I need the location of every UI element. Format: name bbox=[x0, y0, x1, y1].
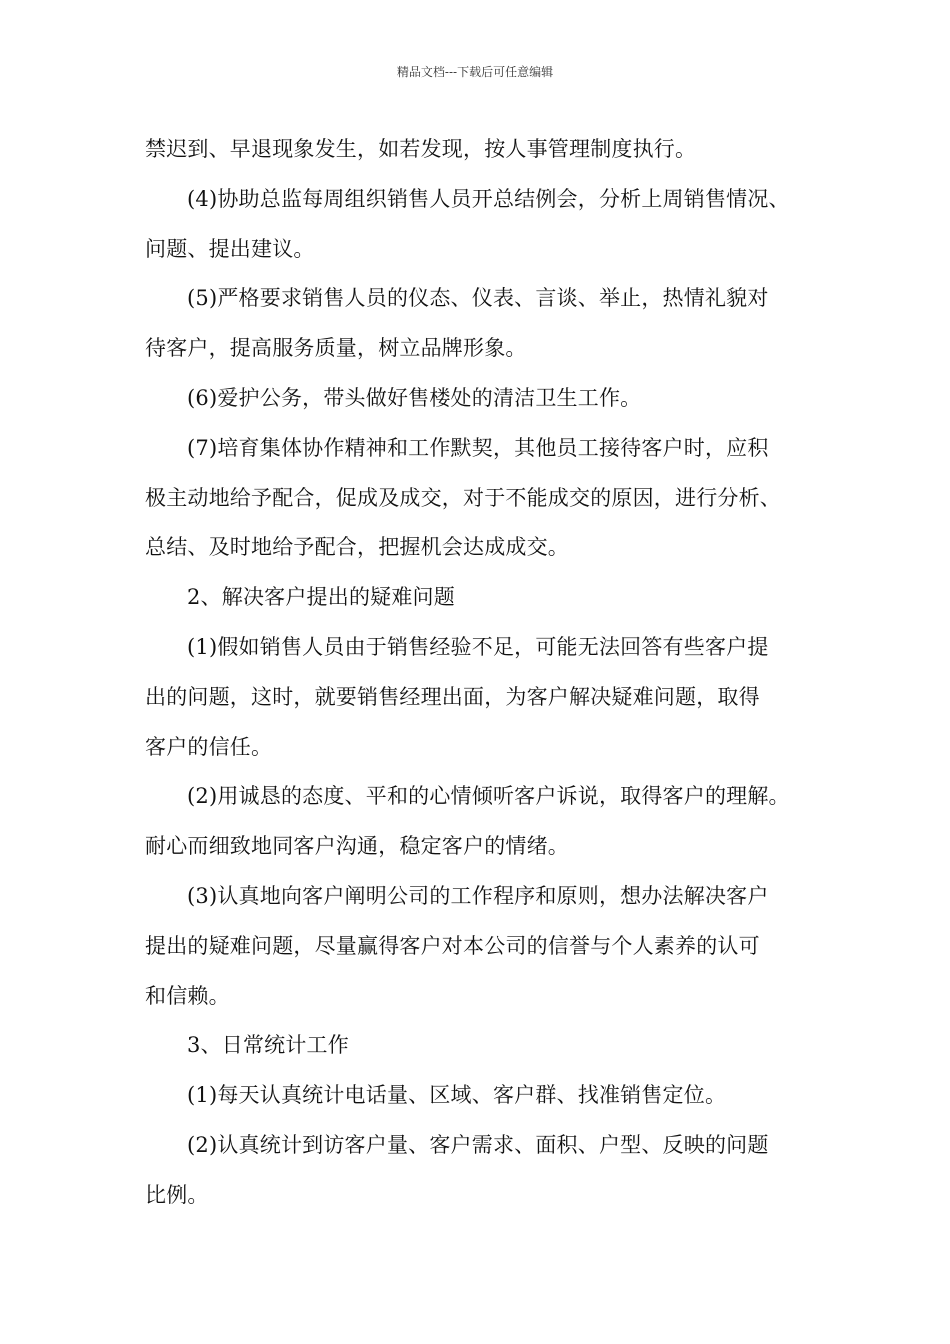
text-line: 客户的信任。 bbox=[145, 734, 273, 759]
text-line: 和信赖。 bbox=[145, 983, 230, 1008]
text-line: 问题、提出建议。 bbox=[145, 236, 315, 261]
text-line: 出的问题，这时，就要销售经理出面，为客户解决疑难问题，取得 bbox=[145, 684, 760, 709]
text-line: 提出的疑难问题，尽量赢得客户对本公司的信誉与个人素养的认可 bbox=[145, 933, 760, 958]
document-body bbox=[145, 125, 825, 1221]
text-line: (1)假如销售人员由于销售经验不足，可能无法回答有些客户提 bbox=[187, 634, 769, 659]
text-line: 总结、及时地给予配合，把握机会达成成交。 bbox=[145, 535, 569, 560]
text-line: (1)每天认真统计电话量、区域、客户群、找准销售定位。 bbox=[187, 1083, 727, 1108]
text-line: 待客户，提高服务质量，树立品牌形象。 bbox=[145, 336, 527, 361]
text-line: (7)培育集体协作精神和工作默契，其他员工接待客户时，应积 bbox=[187, 435, 769, 460]
text-line: 耐心而细致地同客户沟通，稳定客户的情绪。 bbox=[145, 834, 569, 859]
text-line: (4)协助总监每周组织销售人员开总结例会，分析上周销售情况、 bbox=[187, 186, 790, 211]
text-line: 禁迟到、早退现象发生，如若发现，按人事管理制度执行。 bbox=[145, 137, 697, 161]
text-line: 极主动地给予配合，促成及成交，对于不能成交的原因，进行分析、 bbox=[145, 485, 781, 510]
text-line: (5)严格要求销售人员的仪态、仪表、言谈、举止，热情礼貌对 bbox=[187, 286, 769, 311]
text-line: (2)用诚恳的态度、平和的心情倾听客户诉说，取得客户的理解。 bbox=[187, 784, 790, 809]
section-heading: 3、日常统计工作 bbox=[187, 1033, 349, 1058]
text-line: (2)认真统计到访客户量、客户需求、面积、户型、反映的问题 bbox=[187, 1132, 769, 1157]
text-line: (3)认真地向客户阐明公司的工作程序和原则，想办法解决客户 bbox=[187, 883, 769, 908]
page-header: 精品文档---下载后可任意编辑 bbox=[396, 65, 554, 79]
text-line: (6)爱护公务，带头做好售楼处的清洁卫生工作。 bbox=[187, 385, 642, 410]
section-heading: 2、解决客户提出的疑难问题 bbox=[187, 585, 455, 610]
text-line: 比例。 bbox=[145, 1182, 209, 1207]
